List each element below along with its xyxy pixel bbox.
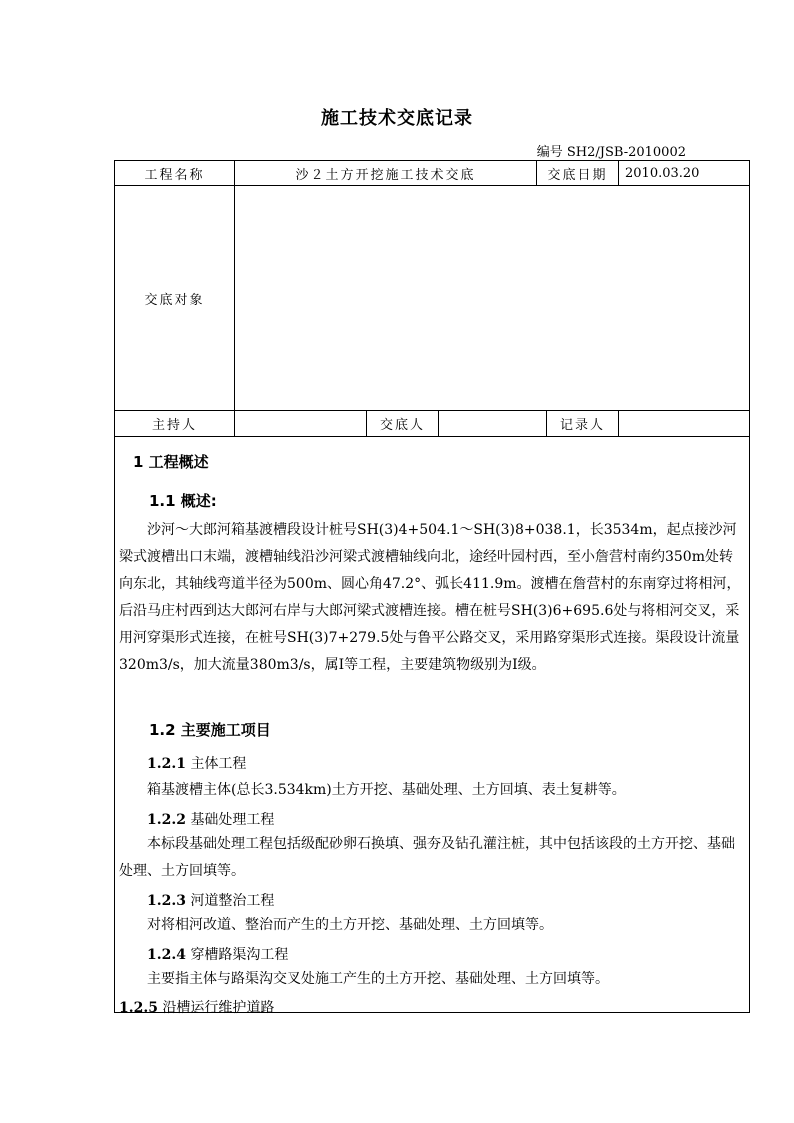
document-number: 编号 SH2/JSB-2010002 [536,145,686,160]
host-value [235,411,366,436]
overview-paragraph: 沙河～大郎河箱基渡槽段设计桩号SH(3)4+504.1～SH(3)8+038.1，长3534m，起点接沙河梁式渡槽出口末端，渡槽轴线沿沙河梁式渡槽轴线向北，途经叶园村西，至小詹营村南约350m处转向东北，其轴线弯道半径为500m、圆心角47.2°、弧长411.9m。渡槽在詹营村的东南穿过将相河，后沿马庄村西到达大郎河右岸与大郎河梁式渡槽连接。槽在桩号SH(3)6+695.6处与将相河交叉，采用河穿渠形式连接，在桩号SH(3)7+279.5处与鲁平公路交叉，采用路穿渠形式连接。渠段设计流量320m3/s，加大流量380m3/s，属I等工程，主要建筑物级别为I级。 [119,522,741,673]
item-1-2-2-title: 1.2.2 基础处理工程 [147,812,275,828]
section-1-heading: 1 工程概述 [133,453,209,471]
section-1-2-heading: 1.2 主要施工项目 [149,721,271,739]
presenter-label: 交底人 [379,418,425,433]
project-name-value: 沙２土方开挖施工技术交底 [295,167,476,183]
project-name-label: 工程名称 [144,167,205,183]
section-1-1-heading: 1.1 概述: [149,492,217,510]
target-value [235,186,749,410]
item-1-2-1-title: 1.2.1 主体工程 [147,756,247,772]
item-1-2-2-text: 本标段基础处理工程包括级配砂卵石换填、强夯及钻孔灌注桩，其中包括该段的土方开挖、基础处理、土方回填等。 [119,836,735,879]
recorder-value [619,411,749,436]
item-1-2-3-text: 对将相河改道、整治而产生的土方开挖、基础处理、土方回填等。 [147,917,553,933]
item-1-2-3-title: 1.2.3 河道整治工程 [147,893,275,909]
column-divider [618,161,619,185]
record-form [114,160,750,1016]
date-label: 交底日期 [547,167,608,183]
document-title: 施工技术交底记录 [321,108,473,129]
date-value: 2010.03.20 [625,165,700,181]
recorder-label: 记录人 [559,418,605,433]
item-1-2-1-text: 箱基渡槽主体(总长3.534km)土方开挖、基础处理、土方回填、表土复耕等。 [147,782,626,798]
target-label: 交底对象 [144,292,205,308]
item-1-2-4-title: 1.2.4 穿槽路渠沟工程 [147,947,289,963]
presenter-value [439,411,546,436]
item-1-2-4-text: 主要指主体与路渠沟交叉处施工产生的土方开挖、基础处理、土方回填等。 [147,971,609,987]
item-1-2-5-title: 1.2.5 沿槽运行维护道路 [119,1000,275,1016]
host-label: 主持人 [151,418,197,433]
row-divider [115,436,749,437]
